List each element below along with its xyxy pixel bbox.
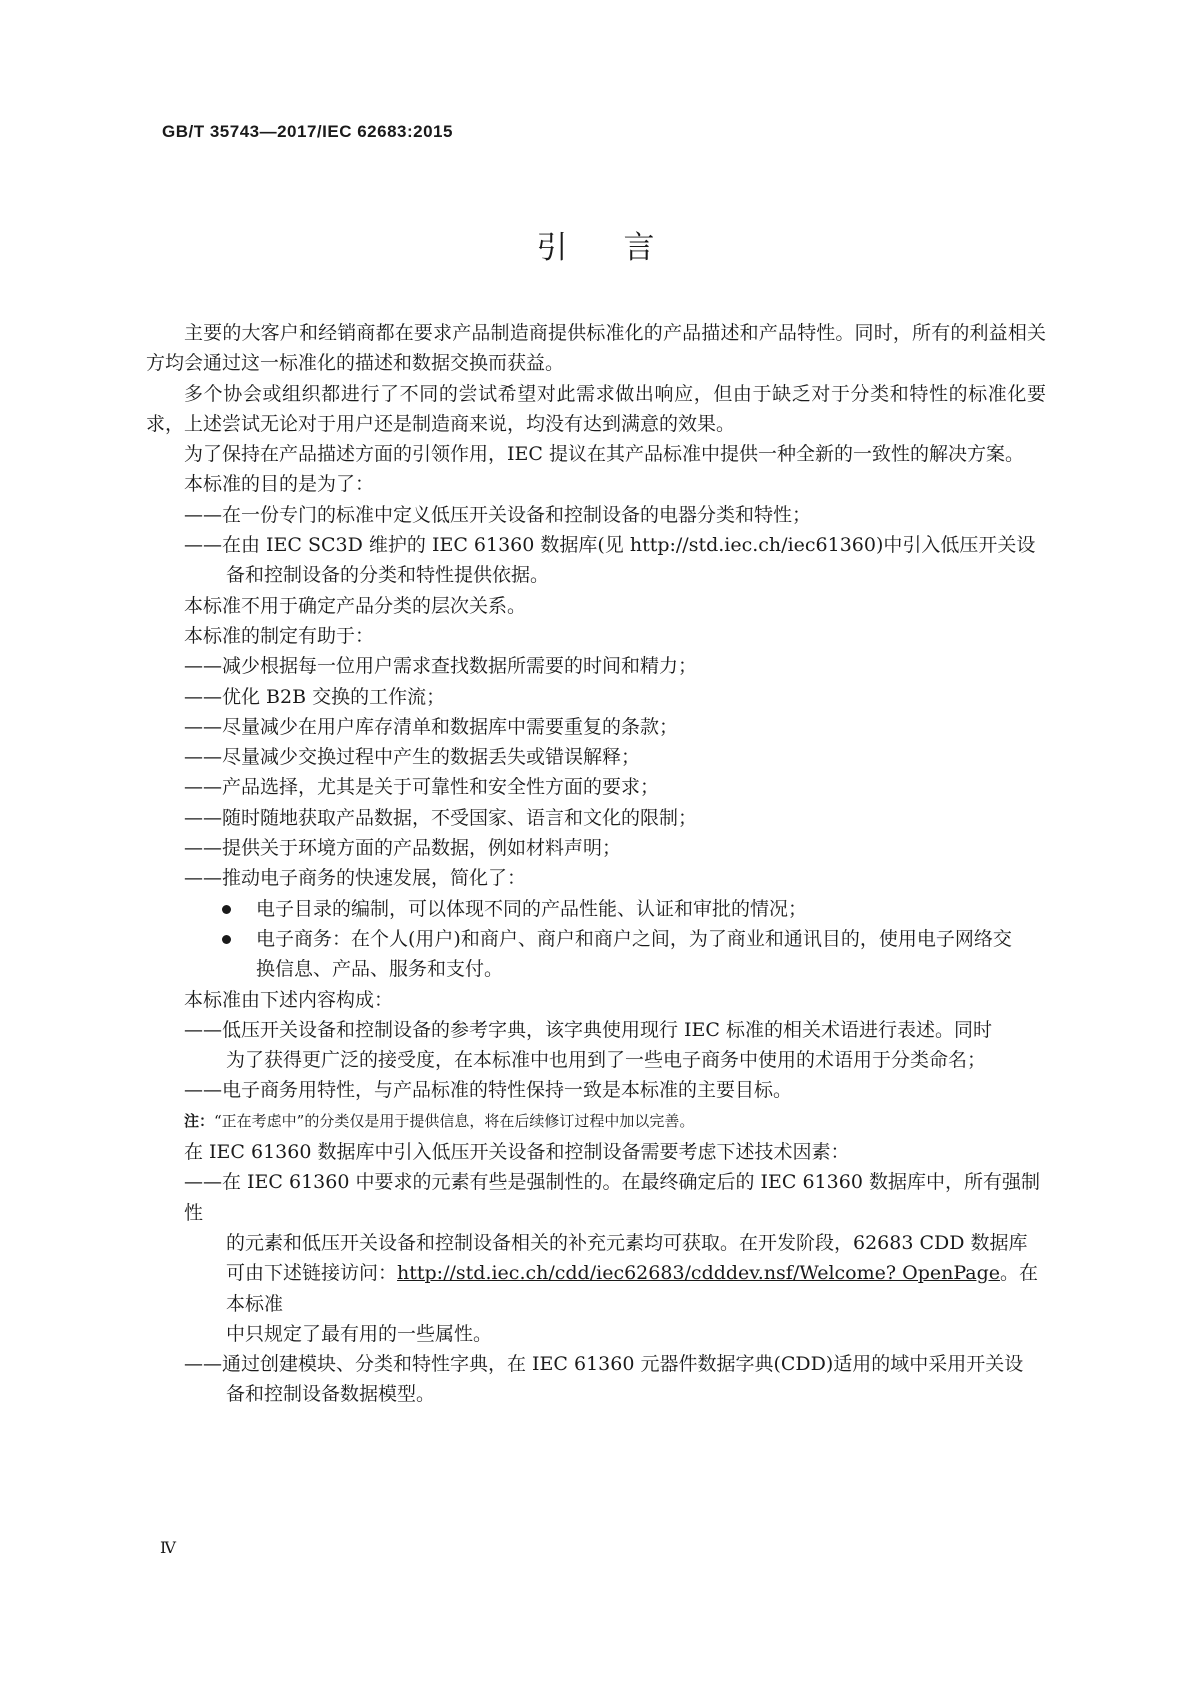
bullet-text: 电子商务：在个人(用户)和商户、商户和商户之间，为了商业和通讯目的，使用电子网络交 — [256, 927, 1012, 950]
purpose-item-1: ——在一份专门的标准中定义低压开关设备和控制设备的电器分类和特性； — [184, 503, 812, 526]
bullet-text-cont: 换信息、产品、服务和支付。 — [256, 958, 504, 981]
composed-item-1: ——低压开关设备和控制设备的参考字典，该字典使用现行 IEC 标准的相关术语进行表述。同时 — [184, 1018, 992, 1041]
list-item: ——推动电子商务的快速发展，简化了： — [184, 867, 527, 890]
tech-item-2-cont: 备和控制设备数据模型。 — [226, 1383, 436, 1406]
list-item: ——随时随地获取产品数据，不受国家、语言和文化的限制； — [184, 806, 698, 829]
bullet-text: 电子目录的编制，可以体现不同的产品性能、认证和审批的情况； — [256, 897, 808, 920]
list-item: ——提供关于环境方面的产品数据，例如材料声明； — [184, 837, 622, 860]
paragraph-2: 多个协会或组织都进行了不同的尝试希望对此需求做出响应，但由于缺乏对于分类和特性的标准化要求，上述尝试无论对于用户还是制造商来说，均没有达到满意的效果。 — [146, 382, 1046, 435]
purpose-item-2-cont: 备和控制设备的分类和特性提供依据。 — [226, 564, 550, 587]
cdd-link[interactable]: http://std.iec.ch/cdd/iec62683/cdddev.nsf/Welcome? OpenPage — [397, 1262, 1000, 1285]
note-label: 注： — [184, 1112, 215, 1130]
note — [146, 1106, 1046, 1137]
composed-item-1-cont: 为了获得更广泛的接受度，在本标准中也用到了一些电子商务中使用的术语用于分类命名； — [226, 1049, 987, 1072]
page-number: Ⅳ — [160, 1538, 176, 1557]
composed-item-2: ——电子商务用特性，与产品标准的特性保持一致是本标准的主要目标。 — [184, 1079, 793, 1102]
list-item: ——产品选择，尤其是关于可靠性和安全性方面的要求； — [184, 776, 660, 799]
bullet-dot-icon — [222, 905, 231, 914]
page-title: 引言 — [536, 230, 711, 266]
list-item: ——尽量减少交换过程中产生的数据丢失或错误解释； — [184, 746, 641, 769]
link-suffix: 。在本标准 — [226, 1262, 1039, 1315]
bullet-item-1 — [146, 894, 1046, 924]
purpose-item-2: ——在由 IEC SC3D 维护的 IEC 61360 数据库(见 http://std.iec.ch/iec61360)中引入低压开关设 — [184, 534, 1036, 557]
bullet-dot-icon — [222, 935, 231, 944]
list-item: ——减少根据每一位用户需求查找数据所需要的时间和精力； — [184, 655, 698, 678]
tech-item-1-end: 中只规定了最有用的一些属性。 — [226, 1322, 493, 1345]
paragraph-3: 为了保持在产品描述方面的引领作用，IEC 提议在其产品标准中提供一种全新的一致性的解决方案。 — [184, 443, 1024, 466]
list-item: ——尽量减少在用户库存清单和数据库中需要重复的条款； — [184, 715, 679, 738]
tech-item-1-link-line — [146, 1258, 1046, 1319]
composed-intro: 本标准由下述内容构成： — [184, 988, 394, 1011]
helps-intro: 本标准的制定有助于： — [184, 624, 375, 647]
bullet-item-2 — [146, 924, 1046, 985]
introduction-body — [146, 318, 1046, 1410]
note-text: “正在考虑中”的分类仅是用于提供信息，将在后续修订过程中加以完善。 — [214, 1111, 695, 1130]
tech-intro: 在 IEC 61360 数据库中引入低压开关设备和控制设备需要考虑下述技术因素： — [184, 1141, 850, 1164]
tech-item-2: ——通过创建模块、分类和特性字典，在 IEC 61360 元器件数据字典(CDD)适用的域中采用开关设 — [184, 1353, 1024, 1376]
list-item: ——优化 B2B 交换的工作流； — [184, 685, 446, 708]
tech-item-1: ——在 IEC 61360 中要求的元素有些是强制性的。在最终确定后的 IEC 61360 数据库中，所有强制性 — [184, 1171, 1040, 1224]
link-prefix: 可由下述链接访问： — [226, 1262, 398, 1285]
not-used-statement: 本标准不用于确定产品分类的层次关系。 — [184, 594, 527, 617]
standard-number-header: GB/T 35743—2017/IEC 62683:2015 — [162, 122, 453, 141]
tech-item-1-cont: 的元素和低压开关设备和控制设备相关的补充元素均可获取。在开发阶段，62683 CDD 数据库 — [226, 1231, 1028, 1254]
purpose-intro: 本标准的目的是为了： — [184, 473, 375, 496]
paragraph-1: 主要的大客户和经销商都在要求产品制造商提供标准化的产品描述和产品特性。同时，所有的利益相关方均会通过这一标准化的描述和数据交换而获益。 — [146, 322, 1046, 375]
